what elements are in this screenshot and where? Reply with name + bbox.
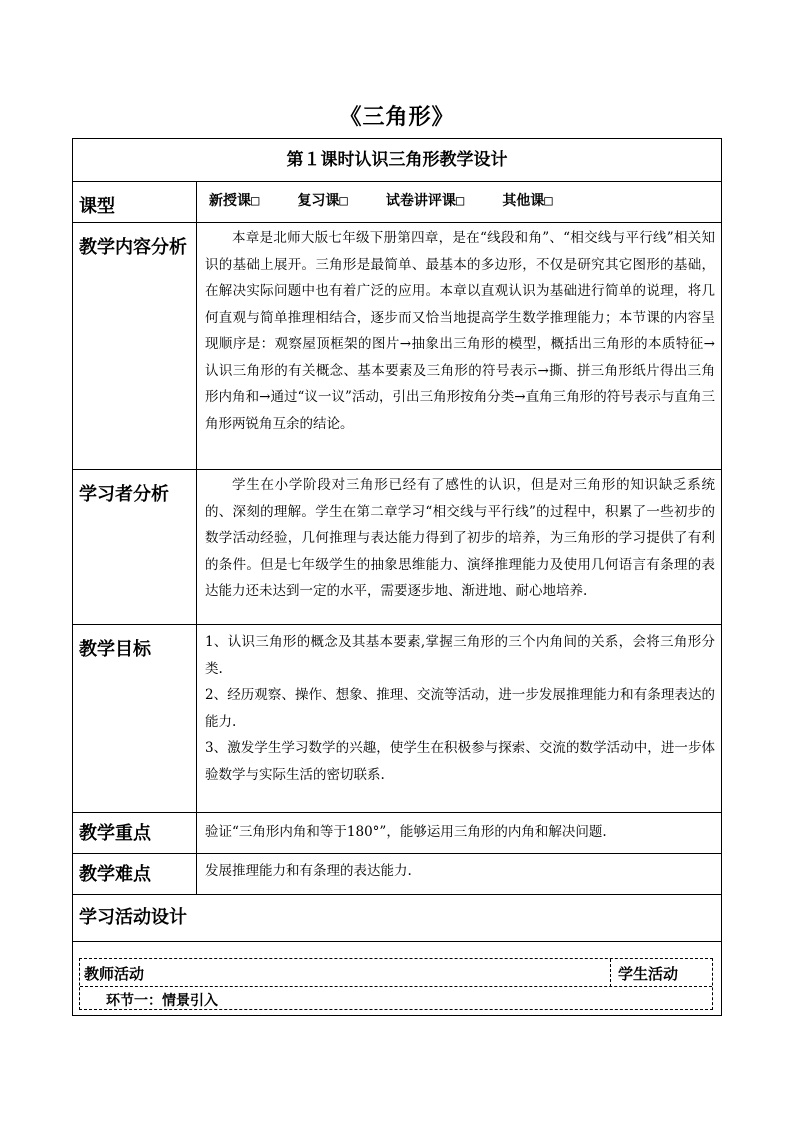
activity-table-row [73,942,722,1016]
activity-table-cell [73,942,722,1016]
lesson-title: 第１课时认识三角形教学设计 [73,139,722,182]
learner-analysis-cell [197,470,722,625]
document-title: 《三角形》 [339,104,455,130]
objective-item-1: 1、认识三角形的概念及其基本要素,掌握三角形的三个内角间的关系，会将三角形分类. [205,634,715,677]
objectives-label: 教学目标 [73,625,197,813]
learner-analysis-label: 学习者分析 [73,470,197,625]
lesson-type-label: 课型 [73,182,197,223]
lesson-type-row [73,182,722,223]
option-exam-review-lesson[interactable]: 试卷讲评课□ [385,193,465,209]
teacher-activity-header: 教师活动 [84,965,145,983]
objectives-cell [197,625,722,813]
difficulties-text: 发展推理能力和有条理的表达能力. [197,854,722,895]
key-points-label: 教学重点 [73,813,197,854]
objective-item-2: 2、经历观察、操作、想象、推理、交流等活动，进一步发展推理能力和有条理表达的能力. [205,687,715,730]
option-new-lesson[interactable]: 新授课□ [209,193,260,209]
key-points-text: 验证“三角形内角和等于180°”，能够运用三角形的内角和解决问题. [197,813,722,854]
learner-analysis-row [73,470,722,625]
activity-design-row [73,895,722,942]
learner-analysis-text: 学生在小学阶段对三角形已经有了感性的认识，但是对三角形的知识缺乏系统的、深刻的理解。学生在第二章学习“相交线与平行线”的过程中，积累了一些初步的数学活动经验，几何推理与表达能力得到了初步的培养，为三角形的学习提供了有利的条件。但是七年级学生的抽象思维能力、演绎推理能力及使用几何语言有条理的表达能力还未达到一定的水平，需要逐步地、渐进地、耐心地培养. [205,477,715,599]
lesson-plan-table [72,138,722,1016]
student-activity-header: 学生活动 [618,965,679,983]
option-other-lesson[interactable]: 其他课□ [502,193,553,209]
difficulties-row [73,854,722,895]
lesson-type-options [197,182,722,223]
difficulties-label: 教学难点 [73,854,197,895]
content-analysis-text: 本章是北师大版七年级下册第四章，是在“线段和角”、“相交线与平行线”相关知识的基础上展开。三角形是最简单、最基本的多边形，不仅是研究其它图形的基础，在解决实际问题中也有着广泛的应用。本章以直观认识为基础进行简单的说理，将几何直观与简单推理相结合，逐步而又恰当地提高学生数学推理能力；本节课的内容呈现顺序是：观察屋顶框架的图片→抽象出三角形的模型，概括出三角形的本质特征→ 认识三角形的有关概念、基本要素及三角形的符号表示→撕、拼三角形纸片得出三角形内角和→通过“议一议”活动，引出三角形按角分类→直角三角形的符号表示与直角三角形两锐角互余的结论。 [205,230,715,432]
option-review-lesson[interactable]: 复习课□ [297,193,348,209]
activity-table [79,958,713,1010]
content-analysis-cell [197,223,722,470]
column-divider [610,959,611,987]
step-one-heading: 环节一：情景引入 [106,993,218,1009]
key-points-row [73,813,722,854]
activity-table-header [80,959,712,987]
objective-item-3: 3、激发学生学习数学的兴趣，使学生在积极参与探索、交流的数学活动中，进一步体验数学与实际生活的密切联系. [205,740,715,783]
objectives-row [73,625,722,813]
activity-design-label: 学习活动设计 [73,895,722,942]
content-analysis-label: 教学内容分析 [73,223,197,470]
content-analysis-row [73,223,722,470]
